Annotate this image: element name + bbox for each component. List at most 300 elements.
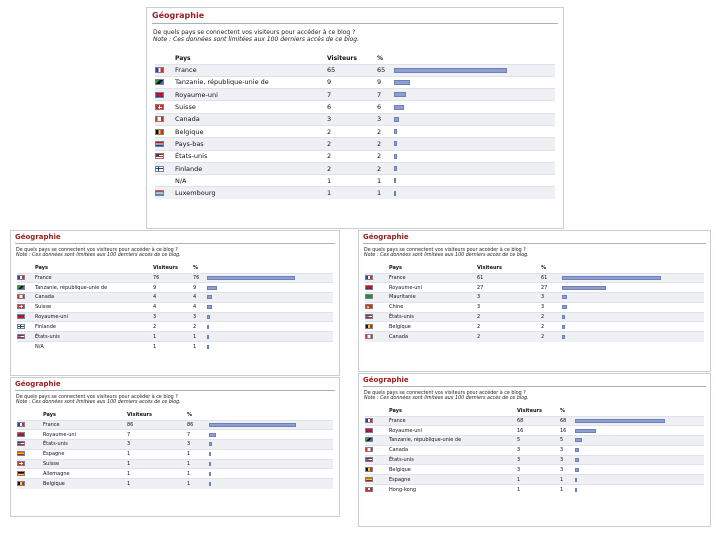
table-row <box>365 416 704 426</box>
percent-bar <box>562 276 661 280</box>
visitors-count: 3 <box>517 465 560 475</box>
table-header-row <box>365 264 704 273</box>
percent-bar <box>394 68 507 73</box>
percent-value: 2 <box>541 312 562 322</box>
flag-cell <box>155 138 175 150</box>
country-name-etats-unis: États-unis <box>175 150 327 162</box>
percent-bar-cell <box>394 76 555 88</box>
visitors-count: 68 <box>517 416 560 426</box>
percent-bar <box>209 482 211 486</box>
panel-description: De quels pays se connectent vos visiteurs pour accéder à ce blog ? <box>16 248 178 253</box>
geography-panel-main <box>146 7 564 229</box>
visitors-count: 4 <box>153 293 193 303</box>
flag-cell <box>365 302 389 312</box>
country-name-france: France <box>175 64 327 76</box>
percent-bar-cell <box>207 342 333 352</box>
percent-bar <box>575 468 579 472</box>
percent-value: 4 <box>193 302 207 312</box>
flag-uk-icon <box>365 428 373 433</box>
percent-bar <box>394 166 397 171</box>
percent-value: 7 <box>377 89 394 101</box>
percent-bar-cell <box>575 455 704 465</box>
visitors-count: 1 <box>127 469 187 479</box>
country-name-royaume-uni: Royaume-uni <box>43 430 127 440</box>
percent-bar <box>394 105 404 110</box>
percent-bar-cell <box>394 113 555 125</box>
table-row <box>17 332 333 342</box>
table-row <box>365 312 704 322</box>
visitors-count: 1 <box>517 485 560 495</box>
table-row <box>365 322 704 332</box>
percent-bar-cell <box>394 89 555 101</box>
country-header: Pays <box>389 265 402 272</box>
visitors-count: 1 <box>327 187 377 199</box>
bar-header <box>207 264 333 273</box>
table-row <box>17 420 333 430</box>
flag-be-icon <box>155 129 164 135</box>
percent-bar-cell <box>394 162 555 174</box>
percent-bar-cell <box>394 125 555 137</box>
percent-value: 2 <box>377 162 394 174</box>
flag-es-icon <box>17 451 25 456</box>
flag-mr-icon <box>365 294 373 299</box>
flag-cell <box>365 293 389 303</box>
percent-header: % <box>187 412 193 419</box>
visitors-count: 2 <box>153 322 193 332</box>
percent-bar-cell <box>575 426 704 436</box>
bar-header <box>394 53 555 64</box>
bar-header <box>575 407 704 416</box>
table-row <box>17 283 333 293</box>
country-name-belgique: Belgique <box>389 465 517 475</box>
percent-bar <box>207 305 212 309</box>
flag-header <box>17 411 43 420</box>
flag-cell <box>17 469 43 479</box>
percent-value: 1 <box>193 342 207 352</box>
flag-header <box>17 264 35 273</box>
visitors-count: 27 <box>477 283 541 293</box>
flag-cell <box>17 293 35 303</box>
country-name-france: France <box>389 273 477 283</box>
table-row <box>155 113 555 125</box>
table-header-row <box>17 264 333 273</box>
country-table <box>17 264 333 351</box>
percent-bar-cell <box>207 332 333 342</box>
flag-cell <box>17 430 43 440</box>
country-name-allemagne: Allemagne <box>43 469 127 479</box>
flag-cell <box>365 416 389 426</box>
panel-note: Note : Ces données sont limitées aux 100 derniers accès de ce blog. <box>364 253 529 258</box>
panel-title: Géographie <box>363 376 706 387</box>
percent-bar <box>562 286 606 290</box>
visitors-count: 1 <box>127 459 187 469</box>
flag-cell <box>365 332 389 342</box>
percent-bar-cell <box>207 273 333 283</box>
percent-bar <box>562 325 565 329</box>
visitors-count: 61 <box>477 273 541 283</box>
flag-cell <box>155 64 175 76</box>
visitors-count: 3 <box>477 302 541 312</box>
percent-value: 5 <box>560 436 575 446</box>
percent-bar-cell <box>562 322 704 332</box>
flag-cell <box>155 175 175 187</box>
table-row <box>155 162 555 174</box>
visitors-count: 5 <box>517 436 560 446</box>
percent-bar-cell <box>209 459 333 469</box>
flag-fi-icon <box>17 324 25 329</box>
panel-description: De quels pays se connectent vos visiteurs pour accéder à ce blog ? <box>16 395 178 400</box>
percent-bar-cell <box>562 332 704 342</box>
flag-cell <box>17 459 43 469</box>
table-row <box>155 138 555 150</box>
flag-tz-icon <box>17 285 25 290</box>
table-row <box>365 465 704 475</box>
percent-bar <box>209 452 211 456</box>
flag-fr-icon <box>155 67 164 73</box>
country-name-luxembourg: Luxembourg <box>175 187 327 199</box>
percent-bar <box>209 423 296 427</box>
percent-value: 27 <box>541 283 562 293</box>
percent-bar-cell <box>575 416 704 426</box>
country-table <box>365 264 704 342</box>
percent-value: 65 <box>377 64 394 76</box>
flag-cell <box>365 283 389 293</box>
percent-value: 9 <box>377 76 394 88</box>
flag-ch-icon <box>17 461 25 466</box>
table-row <box>365 273 704 283</box>
percent-bar-cell <box>209 449 333 459</box>
visitors-count: 76 <box>153 273 193 283</box>
flag-us-icon <box>17 334 25 339</box>
table-row <box>365 426 704 436</box>
visitors-count: 6 <box>327 101 377 113</box>
percent-bar <box>209 433 216 437</box>
percent-value: 1 <box>187 459 209 469</box>
percent-bar-cell <box>575 445 704 455</box>
visitors-count: 4 <box>153 302 193 312</box>
table-body <box>17 420 333 489</box>
table-row <box>17 459 333 469</box>
visitors-count: 1 <box>327 175 377 187</box>
percent-bar <box>209 462 211 466</box>
percent-value: 3 <box>377 113 394 125</box>
percent-value: 3 <box>560 465 575 475</box>
table-row <box>155 187 555 199</box>
country-name-suisse: Suisse <box>175 101 327 113</box>
percent-value: 1 <box>187 469 209 479</box>
percent-bar <box>207 286 217 290</box>
flag-ca-icon <box>365 447 373 452</box>
visitors-count: 7 <box>127 430 187 440</box>
percent-value: 7 <box>187 430 209 440</box>
visitors-count: 1 <box>153 332 193 342</box>
percent-bar <box>209 442 212 446</box>
flag-ca-icon <box>155 116 164 122</box>
percent-bar <box>575 458 579 462</box>
percent-bar <box>562 335 565 339</box>
table-header-row <box>155 53 555 64</box>
table-body <box>17 273 333 351</box>
flag-cell <box>365 485 389 495</box>
visitors-count: 1 <box>127 479 187 489</box>
percent-value: 1 <box>377 187 394 199</box>
table-row <box>155 175 555 187</box>
table-header-row <box>365 407 704 416</box>
visitors-count: 1 <box>517 475 560 485</box>
percent-header: % <box>560 408 566 415</box>
table-row <box>155 101 555 113</box>
visitors-count: 2 <box>477 332 541 342</box>
percent-bar-cell <box>562 302 704 312</box>
panel-description: De quels pays se connectent vos visiteurs pour accéder à ce blog ? <box>153 29 356 36</box>
percent-bar <box>575 438 582 442</box>
country-name-mauritanie: Mauritanie <box>389 293 477 303</box>
country-name-royaume-uni: Royaume-uni <box>389 283 477 293</box>
percent-bar <box>207 345 209 349</box>
percent-bar-cell <box>394 150 555 162</box>
country-name-etats-unis: États-unis <box>43 440 127 450</box>
table-row <box>17 293 333 303</box>
flag-cell <box>365 475 389 485</box>
percent-bar <box>575 448 579 452</box>
flag-be-icon <box>17 481 25 486</box>
flag-uk-icon <box>365 285 373 290</box>
country-name-pays-bas: Pays-bas <box>175 138 327 150</box>
percent-bar <box>207 276 295 280</box>
bar-header <box>209 411 333 420</box>
table-row <box>365 445 704 455</box>
percent-value: 3 <box>193 312 207 322</box>
country-table <box>365 407 704 494</box>
percent-bar <box>394 191 396 196</box>
flag-cell <box>155 76 175 88</box>
flag-ca-icon <box>17 294 25 299</box>
flag-cell <box>365 445 389 455</box>
country-name-france: France <box>43 420 127 430</box>
percent-value: 2 <box>377 125 394 137</box>
flag-us-icon <box>155 153 164 159</box>
country-name-belgique: Belgique <box>43 479 127 489</box>
country-name-royaume-uni: Royaume-uni <box>35 312 153 322</box>
percent-bar-cell <box>562 293 704 303</box>
flag-tz-icon <box>365 437 373 442</box>
geography-panel-bottom-right <box>358 373 711 527</box>
percent-bar <box>575 488 577 492</box>
percent-bar <box>207 315 210 319</box>
percent-bar <box>394 129 397 134</box>
percent-bar-cell <box>575 465 704 475</box>
table-row <box>17 449 333 459</box>
percent-value: 68 <box>560 416 575 426</box>
flag-cell <box>17 449 43 459</box>
flag-cell <box>17 273 35 283</box>
percent-bar-cell <box>394 101 555 113</box>
percent-value: 3 <box>560 455 575 465</box>
visitors-count: 3 <box>127 440 187 450</box>
flag-nl-icon <box>155 141 164 147</box>
country-name-canada: Canada <box>175 113 327 125</box>
visitors-count: 1 <box>127 449 187 459</box>
percent-bar-cell <box>209 469 333 479</box>
flag-cell <box>17 302 35 312</box>
percent-bar <box>394 80 410 85</box>
panel-title: Géographie <box>15 233 335 244</box>
country-name-france: France <box>389 416 517 426</box>
table-row <box>17 440 333 450</box>
country-name-canada: Canada <box>35 293 153 303</box>
flag-ca-icon <box>365 334 373 339</box>
table-row <box>17 342 333 352</box>
visitors-count: 3 <box>153 312 193 322</box>
percent-bar-cell <box>575 485 704 495</box>
panel-description: De quels pays se connectent vos visiteurs pour accéder à ce blog ? <box>364 248 526 253</box>
percent-bar-cell <box>207 293 333 303</box>
percent-bar <box>207 325 209 329</box>
country-header: Pays <box>389 408 402 415</box>
percent-value: 3 <box>187 440 209 450</box>
flag-tz-icon <box>155 79 164 85</box>
flag-us-icon <box>365 457 373 462</box>
country-header: Pays <box>43 412 56 419</box>
visitors-count: 1 <box>153 342 193 352</box>
percent-bar <box>394 178 396 183</box>
flag-fi-icon <box>155 166 164 172</box>
percent-value: 1 <box>377 175 394 187</box>
table-row <box>17 302 333 312</box>
visitors-count: 2 <box>327 138 377 150</box>
flag-cell <box>17 322 35 332</box>
table-row <box>365 293 704 303</box>
flag-cell <box>17 332 35 342</box>
percent-bar-cell <box>394 138 555 150</box>
flag-cell <box>17 479 43 489</box>
flag-uk-icon <box>17 314 25 319</box>
flag-cell <box>155 162 175 174</box>
flag-be-icon <box>365 324 373 329</box>
flag-lu-icon <box>155 190 164 196</box>
visitors-count: 2 <box>327 150 377 162</box>
percent-value: 2 <box>541 322 562 332</box>
country-name-tanzanie-republique-unie-de: Tanzanie, république-unie de <box>175 76 327 88</box>
country-name-n-a: N/A <box>175 175 327 187</box>
panel-description: De quels pays se connectent vos visiteurs pour accéder à ce blog ? <box>364 391 526 396</box>
flag-uk-icon <box>155 92 164 98</box>
visitors-count: 16 <box>517 426 560 436</box>
visitors-count: 7 <box>327 89 377 101</box>
percent-value: 1 <box>560 485 575 495</box>
flag-fr-icon <box>365 418 373 423</box>
flag-ch-icon <box>155 104 164 110</box>
visitors-count: 2 <box>327 162 377 174</box>
flag-cell <box>365 426 389 436</box>
visitors-count: 2 <box>477 312 541 322</box>
country-name-tanzanie-republique-unie-de: Tanzanie, république-unie de <box>35 283 153 293</box>
country-table <box>17 411 333 489</box>
table-row <box>365 302 704 312</box>
panel-title: Géographie <box>152 11 558 24</box>
table-row <box>155 64 555 76</box>
flag-cell <box>17 440 43 450</box>
percent-bar <box>575 478 577 482</box>
percent-value: 1 <box>560 475 575 485</box>
flag-cell <box>365 455 389 465</box>
flag-fr-icon <box>17 275 25 280</box>
flag-cell <box>17 312 35 322</box>
percent-value: 16 <box>560 426 575 436</box>
country-name-n-a: N/A <box>35 342 153 352</box>
percent-bar-cell <box>209 479 333 489</box>
table-row <box>365 485 704 495</box>
table-row <box>17 469 333 479</box>
percent-value: 2 <box>377 138 394 150</box>
country-name-etats-unis: États-unis <box>35 332 153 342</box>
percent-bar <box>394 154 397 159</box>
percent-bar-cell <box>562 312 704 322</box>
flag-cell <box>365 436 389 446</box>
table-header-row <box>17 411 333 420</box>
table-body <box>365 416 704 494</box>
table-row <box>17 479 333 489</box>
percent-bar-cell <box>394 187 555 199</box>
country-name-suisse: Suisse <box>35 302 153 312</box>
table-row <box>155 89 555 101</box>
flag-cn-icon <box>365 304 373 309</box>
percent-bar-cell <box>394 175 555 187</box>
bar-header <box>562 264 704 273</box>
percent-bar-cell <box>575 436 704 446</box>
table-row <box>365 475 704 485</box>
flag-uk-icon <box>17 432 25 437</box>
percent-header: % <box>377 54 384 62</box>
percent-value: 2 <box>193 322 207 332</box>
flag-us-icon <box>17 441 25 446</box>
country-name-espagne: Espagne <box>43 449 127 459</box>
country-name-chine: Chine <box>389 302 477 312</box>
flag-fr-icon <box>17 422 25 427</box>
flag-cell <box>155 150 175 162</box>
percent-bar <box>207 335 209 339</box>
percent-bar <box>209 472 211 476</box>
table-row <box>155 76 555 88</box>
percent-bar-cell <box>209 440 333 450</box>
visitors-count: 3 <box>517 455 560 465</box>
table-row <box>155 125 555 137</box>
table-body <box>365 273 704 342</box>
table-row <box>155 150 555 162</box>
percent-bar-cell <box>207 302 333 312</box>
panel-title: Géographie <box>15 380 335 391</box>
percent-bar-cell <box>562 273 704 283</box>
panel-title: Géographie <box>363 233 706 244</box>
geography-panel-top-left <box>10 230 340 376</box>
visitors-header: Visiteurs <box>327 54 357 62</box>
percent-bar-cell <box>562 283 704 293</box>
country-header: Pays <box>175 54 191 62</box>
percent-value: 76 <box>193 273 207 283</box>
percent-bar-cell <box>207 283 333 293</box>
panel-note: Note : Ces données sont limitées aux 100 derniers accès de ce blog. <box>153 36 360 43</box>
flag-header <box>155 53 175 64</box>
percent-bar <box>562 295 567 299</box>
flag-header <box>365 407 389 416</box>
percent-value: 86 <box>187 420 209 430</box>
country-header: Pays <box>35 265 48 272</box>
table-row <box>365 455 704 465</box>
visitors-header: Visiteurs <box>517 408 542 415</box>
country-name-finlande: Finlande <box>35 322 153 332</box>
country-name-suisse: Suisse <box>43 459 127 469</box>
percent-value: 9 <box>193 283 207 293</box>
